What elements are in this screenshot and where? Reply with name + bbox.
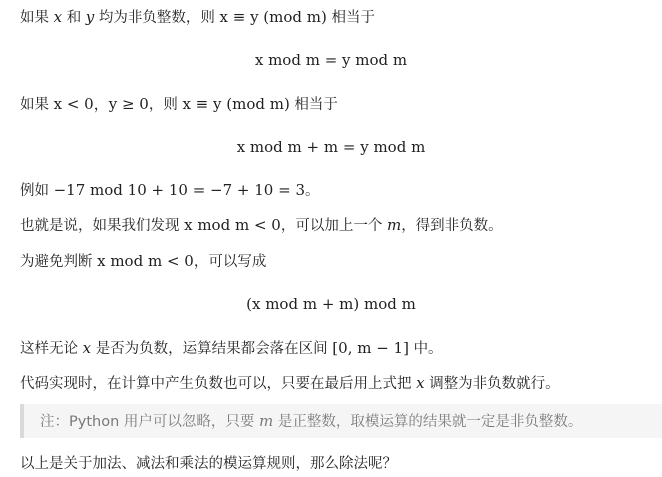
text-segment: 如果: [20, 97, 49, 113]
text-segment: 也就是说，如果我们发现: [20, 218, 180, 234]
math-variable: x: [82, 339, 92, 357]
text-segment: 是否为负数，运算结果都会落在区间: [95, 341, 328, 357]
note-blockquote: [20, 404, 662, 438]
paragraph-2: [20, 97, 338, 113]
text-segment: ，可以写成: [193, 254, 267, 270]
text-segment: 是正整数，取模运算的结果就一定是非负整数。: [277, 414, 583, 430]
math-variable: y: [85, 8, 95, 26]
paragraph-1: [20, 10, 375, 26]
display-equation-3: (x mod m + m) mod m: [246, 295, 416, 313]
math-formula: x < 0，y ≥ 0: [53, 95, 149, 113]
paragraph-7: [20, 376, 560, 392]
text-segment: 。: [305, 183, 320, 199]
paragraph-5: [20, 254, 266, 270]
text-segment: 代码实现时，在计算中产生负数也可以，只要在最后用上式把: [20, 376, 412, 392]
paragraph-6: [20, 341, 443, 357]
text-segment: 和: [66, 10, 82, 26]
paragraph-4: [20, 218, 503, 234]
text-segment: 这样无论: [20, 341, 78, 357]
paragraph-3: [20, 183, 320, 199]
math-formula: x mod m < 0: [184, 216, 281, 234]
text-segment: ，可以加上一个: [280, 218, 383, 234]
math-formula: x ≡ y (mod m): [219, 8, 327, 26]
text-segment: 注：Python 用户可以忽略，只要: [40, 414, 255, 430]
note-text: [40, 414, 582, 430]
text-segment: 调整为非负数就行。: [429, 376, 560, 392]
text-segment: 中。: [413, 341, 443, 357]
text-segment: 相当于: [331, 10, 375, 26]
math-variable: m: [386, 216, 402, 234]
text-segment: 如果: [20, 10, 49, 26]
math-formula: −17 mod 10 + 10 = −7 + 10 = 3: [53, 181, 305, 199]
math-formula: x ≡ y (mod m): [182, 95, 290, 113]
math-variable: x: [416, 374, 425, 392]
text-segment: ，得到非负数。: [401, 218, 503, 234]
text-segment: 例如: [20, 183, 49, 199]
paragraph-8: 以上是关于加法、减法和乘法的模运算规则，那么除法呢？: [20, 456, 397, 472]
math-formula: [0, m − 1]: [332, 339, 409, 357]
math-variable: x: [53, 8, 63, 26]
math-variable: m: [258, 412, 274, 430]
text-segment: ，则: [148, 97, 178, 113]
math-formula: x mod m < 0: [97, 252, 194, 270]
display-equation-1: x mod m = y mod m: [254, 51, 408, 69]
text-segment: 为避免判断: [20, 254, 93, 270]
text-segment: 均为非负整数，则: [98, 10, 215, 26]
display-equation-2: x mod m + m = y mod m: [236, 138, 426, 156]
text-segment: 相当于: [294, 97, 338, 113]
